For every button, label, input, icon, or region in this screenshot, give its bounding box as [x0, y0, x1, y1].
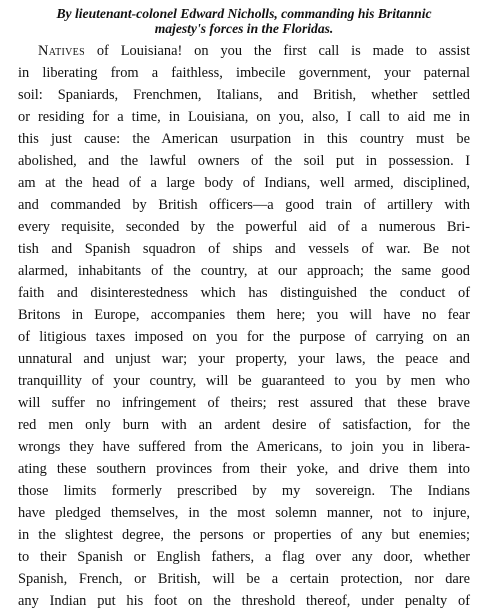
- proclamation-heading: [18, 6, 470, 36]
- text-line: and commanded by British officers—a good train of artillery with: [18, 197, 470, 213]
- text-line: unnatural and unjust war; your property, your laws, the peace and: [18, 351, 470, 367]
- text-line: [18, 40, 470, 62]
- text-line: am at the head of a large body of Indians, well armed, disciplined,: [18, 175, 470, 191]
- text-line: Spanish, French, or British, will be a certain protection, nor dare: [18, 571, 470, 587]
- text-line: Britons in Europe, accompanies them here; you will have no fear: [18, 307, 470, 323]
- text-line: red men only burn with an ardent desire of satisfaction, for the: [18, 417, 470, 433]
- text-line: ating these southern provinces from their yoke, and drive them into: [18, 461, 470, 477]
- text-line-content: of Louisiana! on you the first call is made to assist: [96, 43, 470, 59]
- opening-word: Natives: [38, 43, 85, 59]
- text-line: any Indian put his foot on the threshold thereof, under penalty of: [18, 593, 470, 609]
- text-line: alarmed, inhabitants of the country, at our approach; the same good: [18, 263, 470, 279]
- document-page: [18, 6, 470, 612]
- text-line: abolished, and the lawful owners of the soil put in possession. I: [18, 153, 470, 169]
- text-line: tish and Spanish squadron of ships and vessels of war. Be not: [18, 241, 470, 257]
- text-line: soil: Spaniards, Frenchmen, Italians, and British, whether settled: [18, 87, 470, 103]
- text-line: in liberating from a faithless, imbecile government, your paternal: [18, 65, 470, 81]
- text-line: will suffer no infringement of theirs; rest assured that these brave: [18, 395, 470, 411]
- text-line: tranquillity of your country, will be guaranteed to you by men who: [18, 373, 470, 389]
- text-line: every requisite, seconded by the powerful aid of a numerous Bri-: [18, 219, 470, 235]
- heading-line-1: By lieutenant-colonel Edward Nicholls, commanding his Britannic: [56, 6, 432, 21]
- heading-line-2: majesty's forces in the Floridas.: [154, 21, 334, 36]
- text-line: of litigious taxes imposed on you for the purpose of carrying on an: [18, 329, 470, 345]
- text-line: faith and disinterestedness which has distinguished the conduct of: [18, 285, 470, 301]
- proclamation-body: [18, 40, 470, 612]
- text-line: this just cause: the American usurpation in this country must be: [18, 131, 470, 147]
- text-line: wrongs they have suffered from the Americans, to join you in libera-: [18, 439, 470, 455]
- text-line: have pledged themselves, in the most solemn manner, not to injure,: [18, 505, 470, 521]
- text-line: in the slightest degree, the persons or properties of any but enemies;: [18, 527, 470, 543]
- text-line: or residing for a time, in Louisiana, on you, also, I call to aid me in: [18, 109, 470, 125]
- text-line: to their Spanish or English fathers, a flag over any door, whether: [18, 549, 470, 565]
- text-line: those limits formerly prescribed by my sovereign. The Indians: [18, 483, 470, 499]
